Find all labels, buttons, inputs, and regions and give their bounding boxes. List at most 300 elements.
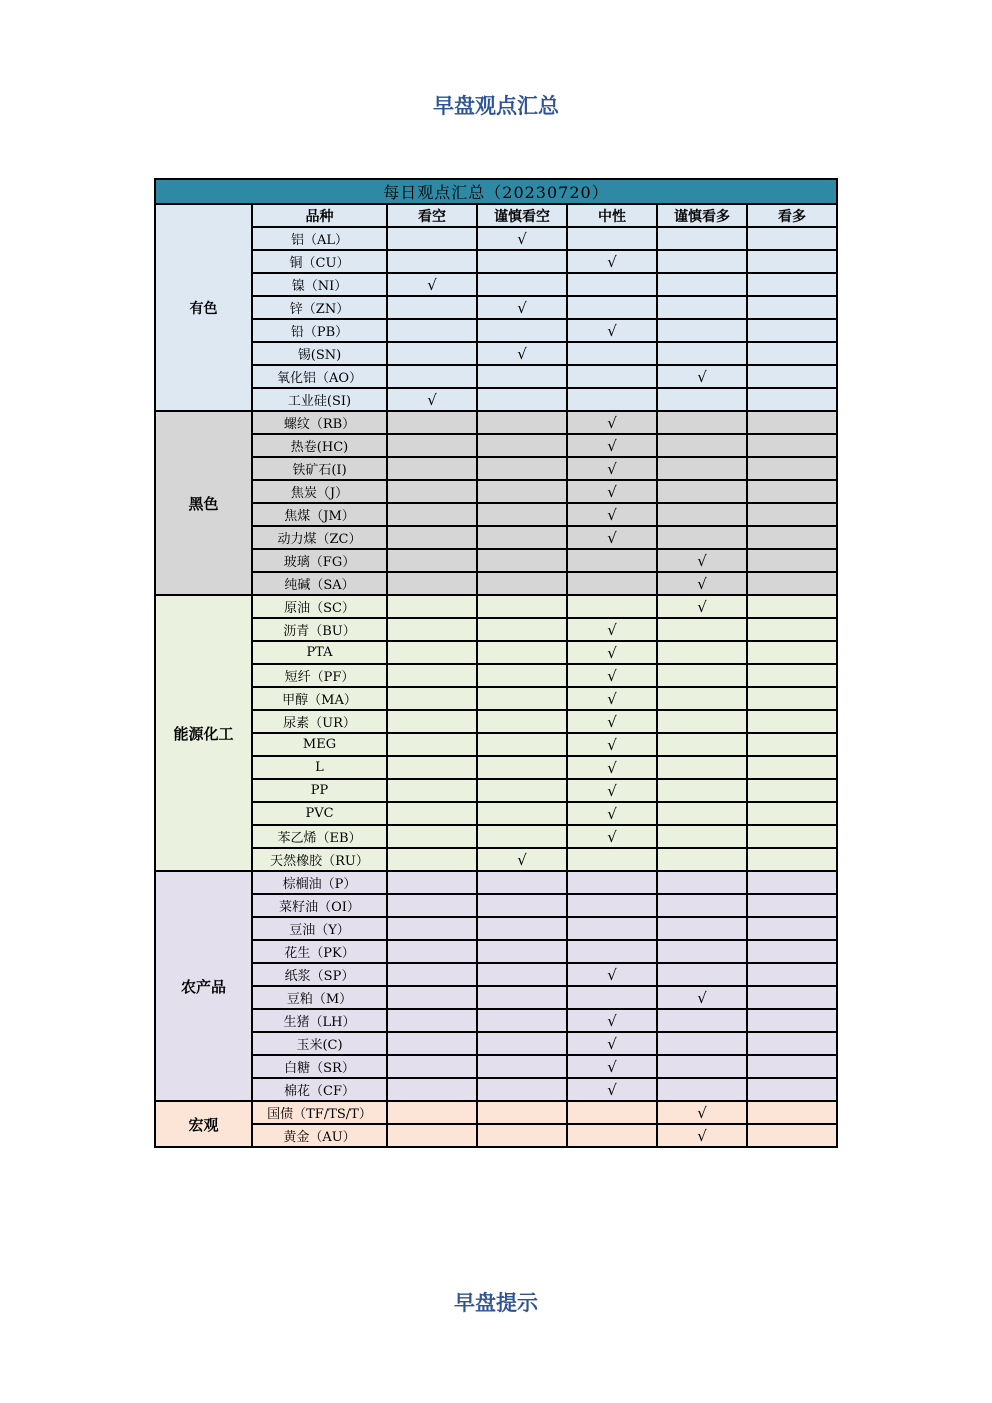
view-cell [657,388,747,411]
item-name: 玻璃（FG） [252,549,387,572]
view-cell [747,250,837,273]
view-cell [747,365,837,388]
view-cell [477,365,567,388]
view-cell [657,940,747,963]
view-cell [387,986,477,1009]
view-cell [657,871,747,894]
check-mark-icon: √ [607,758,617,777]
check-mark-icon: √ [607,781,617,800]
table-title: 每日观点汇总（20230720） [155,179,837,204]
view-cell [567,434,657,457]
item-name: 焦煤（JM） [252,503,387,526]
view-cell [657,503,747,526]
view-cell [387,480,477,503]
view-cell [387,710,477,733]
view-cell [567,273,657,296]
view-cell [657,480,747,503]
view-cell [747,572,837,595]
table-row [155,480,837,503]
view-cell [657,365,747,388]
view-cell [477,411,567,434]
view-cell [477,894,567,917]
item-name: 黄金（AU） [252,1124,387,1147]
view-cell [567,319,657,342]
view-cell [477,1032,567,1055]
view-cell [567,480,657,503]
group-label: 宏观 [155,1101,252,1147]
check-mark-icon: √ [607,1057,617,1076]
item-name: 焦炭（J） [252,480,387,503]
view-cell [477,1078,567,1101]
view-cell [567,296,657,319]
table-row [155,1055,837,1078]
view-cell [477,848,567,871]
view-cell [657,664,747,687]
view-cell [657,733,747,756]
table-row [155,1032,837,1055]
view-cell [387,595,477,618]
check-mark-icon: √ [607,252,617,271]
view-cell [477,480,567,503]
table-row [155,365,837,388]
view-cell [747,342,837,365]
view-cell [477,733,567,756]
column-header: 中性 [567,204,657,227]
item-name: 棉花（CF） [252,1078,387,1101]
view-cell [747,687,837,710]
view-cell [477,296,567,319]
view-cell [567,917,657,940]
table-row [155,388,837,411]
view-cell [387,825,477,848]
table-row [155,687,837,710]
view-cell [387,457,477,480]
view-cell [747,641,837,664]
view-cell [747,457,837,480]
item-name: 沥青（BU） [252,618,387,641]
view-cell [387,411,477,434]
view-cell [477,917,567,940]
view-cell [747,871,837,894]
table-row [155,894,837,917]
view-cell [387,1032,477,1055]
view-cell [477,1055,567,1078]
check-mark-icon: √ [607,482,617,501]
view-cell [387,917,477,940]
view-cell [747,1055,837,1078]
view-cell [567,1009,657,1032]
view-cell [477,986,567,1009]
view-cell [477,664,567,687]
view-cell [477,388,567,411]
check-mark-icon: √ [607,965,617,984]
view-cell [567,227,657,250]
view-cell [387,641,477,664]
check-mark-icon: √ [607,459,617,478]
view-cell [387,250,477,273]
check-mark-icon: √ [607,1080,617,1099]
view-cell [657,250,747,273]
table-row [155,457,837,480]
view-cell [747,917,837,940]
view-cell [657,342,747,365]
item-name: 短纤（PF） [252,664,387,687]
view-cell [657,779,747,802]
table-row [155,572,837,595]
view-cell [747,227,837,250]
item-name: 纯碱（SA） [252,572,387,595]
view-cell [657,641,747,664]
table-row [155,779,837,802]
table-row [155,917,837,940]
view-cell [657,825,747,848]
view-cell [387,526,477,549]
view-cell [747,595,837,618]
view-cell [477,940,567,963]
view-cell [747,273,837,296]
item-name: 镍（NI） [252,273,387,296]
table-row [155,756,837,779]
view-cell [567,802,657,825]
view-cell [567,342,657,365]
column-header: 谨慎看空 [477,204,567,227]
view-cell [747,1032,837,1055]
table-row [155,871,837,894]
view-cell [477,756,567,779]
item-name: 国债（TF/TS/T） [252,1101,387,1124]
view-cell [567,1101,657,1124]
view-cell [387,940,477,963]
view-cell [567,894,657,917]
view-cell [477,250,567,273]
item-name: 生猪（LH） [252,1009,387,1032]
view-cell [387,572,477,595]
table-row [155,1101,837,1124]
view-cell [477,526,567,549]
check-mark-icon: √ [607,436,617,455]
table-row [155,319,837,342]
view-cell [387,273,477,296]
item-name: 铅（PB） [252,319,387,342]
table-row [155,641,837,664]
check-mark-icon: √ [697,1126,707,1145]
view-cell [567,664,657,687]
view-cell [477,641,567,664]
check-mark-icon: √ [607,827,617,846]
view-cell [747,756,837,779]
view-cell [387,756,477,779]
view-cell [567,1055,657,1078]
view-cell [567,457,657,480]
view-cell [387,687,477,710]
view-cell [657,549,747,572]
view-cell [657,319,747,342]
view-cell [657,434,747,457]
view-cell [387,296,477,319]
view-cell [567,618,657,641]
view-cell [747,940,837,963]
view-cell [657,1124,747,1147]
table-row [155,940,837,963]
view-cell [747,848,837,871]
view-cell [747,825,837,848]
table-row [155,963,837,986]
item-name: PP [252,779,387,802]
item-name: PVC [252,802,387,825]
check-mark-icon: √ [607,528,617,547]
table-row [155,595,837,618]
view-cell [477,710,567,733]
view-cell [747,434,837,457]
view-cell [567,388,657,411]
item-name: 豆粕（M） [252,986,387,1009]
column-header: 谨慎看多 [657,204,747,227]
view-cell [477,963,567,986]
view-cell [567,825,657,848]
view-cell [387,871,477,894]
view-cell [387,319,477,342]
view-cell [387,1009,477,1032]
view-cell [477,319,567,342]
daily-views-table [154,178,838,1148]
view-cell [567,572,657,595]
view-cell [747,319,837,342]
check-mark-icon: √ [607,1011,617,1030]
view-cell [747,388,837,411]
table-row [155,733,837,756]
table-row [155,848,837,871]
view-cell [747,894,837,917]
check-mark-icon: √ [607,620,617,639]
section-heading: 早盘提示 [454,1291,538,1315]
view-cell [567,641,657,664]
view-cell [657,273,747,296]
view-cell [477,595,567,618]
item-name: 花生（PK） [252,940,387,963]
table-row [155,802,837,825]
check-mark-icon: √ [697,551,707,570]
table-row [155,825,837,848]
table-row [155,710,837,733]
item-name: 锡(SN) [252,342,387,365]
view-cell [567,1124,657,1147]
view-cell [747,802,837,825]
group-label: 农产品 [155,871,252,1101]
item-name: 苯乙烯（EB） [252,825,387,848]
view-cell [747,296,837,319]
view-cell [747,664,837,687]
view-cell [387,1101,477,1124]
view-cell [477,618,567,641]
table-row [155,411,837,434]
group-label: 黑色 [155,411,252,595]
view-cell [387,733,477,756]
item-name: 棕榈油（P） [252,871,387,894]
item-name: 原油（SC） [252,595,387,618]
view-cell [657,963,747,986]
view-cell [477,457,567,480]
check-mark-icon: √ [607,735,617,754]
view-cell [657,917,747,940]
table-row [155,273,837,296]
view-cell [387,342,477,365]
view-cell [477,802,567,825]
table-row [155,227,837,250]
view-cell [567,733,657,756]
view-cell [477,572,567,595]
view-cell [747,549,837,572]
group-label: 能源化工 [155,595,252,871]
view-cell [567,1032,657,1055]
item-name: 豆油（Y） [252,917,387,940]
view-cell [567,940,657,963]
page-heading: 早盘观点汇总 [433,94,559,118]
table-row [155,618,837,641]
check-mark-icon: √ [427,390,437,409]
check-mark-icon: √ [517,344,527,363]
view-cell [747,503,837,526]
view-cell [747,710,837,733]
view-cell [747,963,837,986]
view-cell [387,1124,477,1147]
view-cell [567,549,657,572]
view-cell [477,687,567,710]
view-cell [387,1055,477,1078]
view-cell [567,779,657,802]
table-row [155,1124,837,1147]
view-cell [657,687,747,710]
item-name: PTA [252,641,387,664]
view-cell [747,1078,837,1101]
column-header: 看空 [387,204,477,227]
view-cell [477,1124,567,1147]
view-cell [387,848,477,871]
view-cell [387,365,477,388]
view-cell [657,1055,747,1078]
view-cell [747,480,837,503]
table-row [155,434,837,457]
view-cell [567,411,657,434]
view-cell [477,503,567,526]
item-name: 铝（AL） [252,227,387,250]
view-cell [387,779,477,802]
check-mark-icon: √ [607,505,617,524]
item-name: 动力煤（ZC） [252,526,387,549]
view-cell [477,871,567,894]
check-mark-icon: √ [607,712,617,731]
view-cell [657,457,747,480]
view-cell [747,733,837,756]
view-cell [657,756,747,779]
view-cell [567,526,657,549]
item-name: 工业硅(SI) [252,388,387,411]
view-cell [477,549,567,572]
table-row [155,342,837,365]
view-cell [477,1101,567,1124]
item-name: 白糖（SR） [252,1055,387,1078]
view-cell [657,1078,747,1101]
item-name: MEG [252,733,387,756]
view-cell [657,618,747,641]
item-name: 甲醇（MA） [252,687,387,710]
check-mark-icon: √ [517,229,527,248]
view-cell [567,503,657,526]
view-cell [657,296,747,319]
view-cell [567,710,657,733]
view-cell [657,894,747,917]
table-row [155,1078,837,1101]
view-cell [387,227,477,250]
check-mark-icon: √ [607,689,617,708]
view-cell [477,1009,567,1032]
view-cell [567,250,657,273]
item-name: 玉米(C) [252,1032,387,1055]
item-name: 热卷(HC) [252,434,387,457]
item-name: 纸浆（SP） [252,963,387,986]
view-cell [477,273,567,296]
item-name: 锌（ZN） [252,296,387,319]
view-cell [477,825,567,848]
view-cell [387,1078,477,1101]
view-cell [657,1009,747,1032]
view-cell [387,664,477,687]
view-cell [477,434,567,457]
view-cell [567,963,657,986]
view-cell [387,434,477,457]
group-label: 有色 [155,204,252,411]
view-cell [477,779,567,802]
view-cell [657,710,747,733]
table-row [155,526,837,549]
table-row [155,296,837,319]
item-name: 铜（CU） [252,250,387,273]
view-cell [387,894,477,917]
check-mark-icon: √ [607,413,617,432]
check-mark-icon: √ [697,367,707,386]
view-cell [387,503,477,526]
view-cell [387,549,477,572]
view-cell [477,342,567,365]
item-name: 菜籽油（OI） [252,894,387,917]
view-cell [657,848,747,871]
view-cell [657,411,747,434]
view-cell [387,388,477,411]
view-cell [567,871,657,894]
view-cell [567,756,657,779]
item-name: 铁矿石(I) [252,457,387,480]
table-row [155,664,837,687]
view-cell [747,1009,837,1032]
item-name: 螺纹（RB） [252,411,387,434]
check-mark-icon: √ [517,298,527,317]
item-name: 氧化铝（AO） [252,365,387,388]
check-mark-icon: √ [607,1034,617,1053]
view-cell [747,1124,837,1147]
table-row [155,1009,837,1032]
view-cell [657,526,747,549]
view-cell [747,986,837,1009]
view-cell [477,227,567,250]
view-cell [387,618,477,641]
view-cell [657,227,747,250]
view-cell [567,986,657,1009]
check-mark-icon: √ [427,275,437,294]
view-cell [747,526,837,549]
table-row [155,986,837,1009]
view-cell [747,411,837,434]
view-cell [747,618,837,641]
check-mark-icon: √ [607,666,617,685]
